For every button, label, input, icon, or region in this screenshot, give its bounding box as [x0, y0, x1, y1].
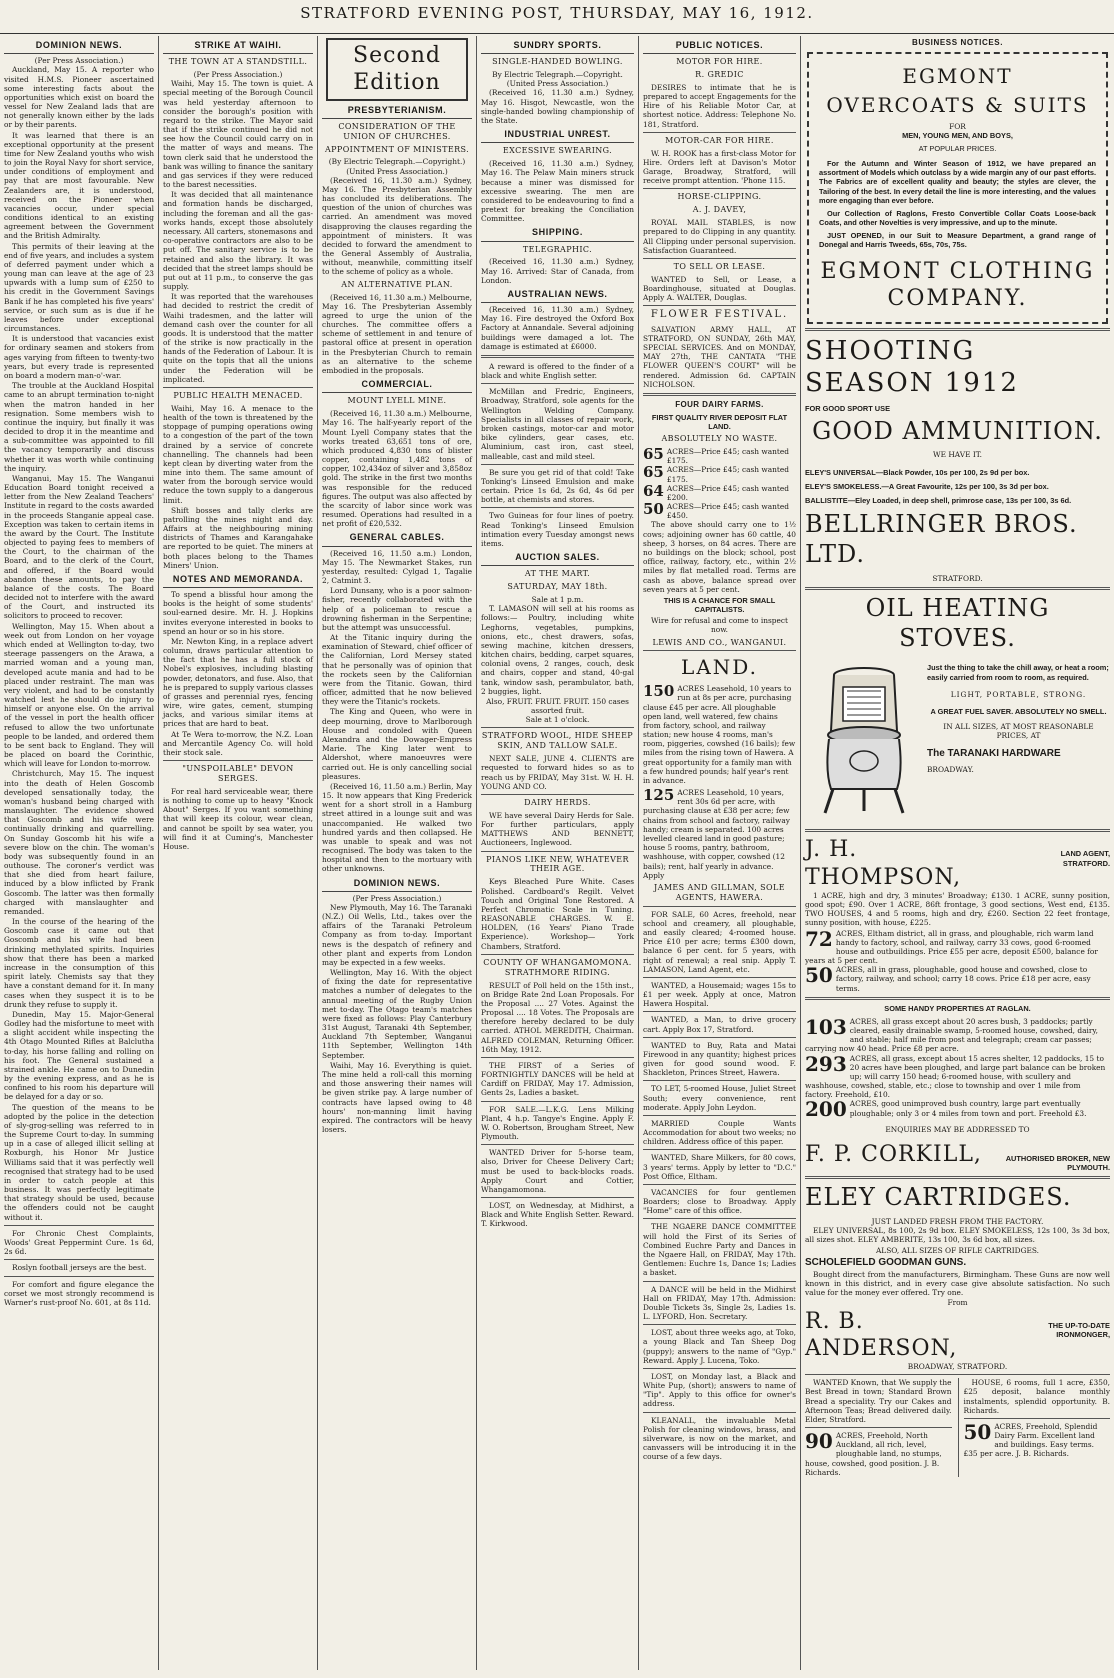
article-paragraph: It is understood that vacancies exist for ordinary seamen and stokers from ages varying from fifteen to twenty-two years, but every trade is represented on board a modern man-o'-war. [4, 334, 154, 380]
byline: (Per Press Association.) [34, 56, 124, 66]
small-advert: VACANCIES for four gentlemen Boarders; close to Broadway. Apply "Home" care of this office. [643, 1187, 796, 1216]
advertiser-name: R. GREDIC [695, 70, 744, 80]
advert-line: From [947, 1298, 968, 1308]
bottom-advert-left [805, 1378, 952, 1477]
article-paragraph: (Received 16, 11.30 a.m.) Melbourne, May 16. The Presbyterian Assembly agreed to urge the union of the churches. The committee offers a scheme of settlement in and tenure of pastoral office at present in operation in the Presbyterian Church to remain as an alternative to the scheme embodied in the proposals. [322, 292, 472, 375]
advert-heading: COUNTY OF WHANGAMOMONA. STRATHMORE RIDING. [483, 957, 632, 977]
subheading: EXCESSIVE SWEARING. [502, 146, 613, 156]
small-advert: THE FIRST of a Series of FORTNIGHTLY DANCES will be held at Cardiff on FRIDAY, May 17. Admission, Gents 2s, Ladies a basket. [481, 1060, 634, 1098]
section-heading: SUNDRY SPORTS. [481, 40, 634, 54]
advert-body: Just the thing to take the chill away, or heat a room; easily carried from room to room, as required. [927, 663, 1109, 682]
land-item: 150 ACRES Leasehold, 10 years to run at 8s per acre, purchasing clause £45 per acre. All ploughable open land, well watered, few chains from factory, school, and railway station; new house 4 rooms, man's room, piggeries, cowshed (16 bails); few miles from the rising town of Hawera. A great opportunity for a family man with a few hundred pounds; half year's rent in advance. [643, 682, 796, 785]
anderson-header [805, 1308, 1110, 1363]
small-advert: WANTED to Sell, or Lease, a Boardinghouse, situated at Douglas. Apply A. WALTER, Douglas. [643, 274, 796, 303]
second-edition-banner: Second Edition [326, 38, 468, 101]
advert-line: MEN, YOUNG MEN, AND BOYS, [902, 130, 1013, 140]
small-advert: RESULT of Poll held on the 15th inst., on Bridge Rate 2nd Loan Proposals. For the Proposal .... 27 Votes. Against the Proposal .... 18 Votes. The Proposals are therefore hereby declared to be duly carried. ATHOL MEREDITH, Chairman. ALFRED COLEMAN, Returning Officer. 16th May, 1912. [481, 980, 634, 1054]
advert-line: ALSO, ALL SIZES OF RIFLE CARTRIDGES. [875, 1246, 1040, 1256]
small-advert: WANTED to Buy, Rata and Matai Firewood in any quantity; highest prices given for good sound wood. F. Shackleton, Princes Street, Hawera. [643, 1040, 796, 1078]
subheading: THE TOWN AT A STANDSTILL. [168, 57, 308, 67]
article-paragraph: Mr. Newton King, in a replace advert column, draws particular attention to the fact that he has a full stock of Nobel's explosives, including blasting powder, detonators, and fuse. Also, that he is prepared to supply various classes of grasses and perennial ryes, fencing wire, wire gates, cement, stumping jacks, and various similar items at prices that are hard to beat. [163, 636, 313, 729]
article-paragraph: Auckland, May 15. A reporter who visited H.M.S. Pioneer ascertained some interesting facts about the opportunities which exist on board the vessel for New Zealand lads that are not generally known either by the lads or by their parents. [4, 65, 154, 130]
advert-line: IN ALL SIZES, AT MOST REASONABLE PRICES, AT [943, 722, 1094, 741]
small-advert: The above should carry one to 1½ cows; adjoining owner has 60 cattle, 40 sheep, 3 horses, on 84 acres. There are no buildings on the block; school, post office, railway, factory, etc., within 2½ miles by flat metalled road. Terms are cash as above, balance spread over seven years at 5 per cent. [643, 520, 796, 594]
advert-line: ENQUIRIES MAY BE ADDRESSED TO [885, 1125, 1030, 1135]
section-heading: SHIPPING. [481, 227, 634, 241]
small-advert: Two Guineas for four lines of poetry. Read Tonking's Linseed Emulsion intimation every Tuesday amongst news items. [481, 511, 634, 548]
advert-line: BROADWAY. [927, 764, 974, 774]
subheading: "UNSPOILABLE" DEVON SERGES. [182, 764, 294, 784]
article-paragraph: It was reported that the warehouses had decided to restrict the credit of Waihi tradesmen, and the latter will demand cash over the counter for all goods. It is understood that the matter of the strike is now practically in the hands of the Federation of Labour. It is quite on the topis that all the unions under the Federation will be implicated. [163, 292, 313, 384]
section-heading: AUSTRALIAN NEWS. [481, 289, 634, 303]
article-paragraph: This permits of their leaving at the end of five years, and includes a system of deferred payment under which a young man can leave at the age of 23 upwards with a lump sum of £250 to his credit in the Government Savings Bank if he has completed his five years' service, or such sum as is due if he leaves before under exceptional circumstances. [4, 241, 154, 334]
section-heading: DOMINION NEWS. [4, 40, 154, 54]
section-heading: NOTES AND MEMORANDA. [163, 574, 313, 588]
byline: By Electric Telegraph.—Copyright. (United Press Association.) [492, 70, 623, 89]
advert-line: The TARANAKI HARDWARE [927, 748, 1061, 760]
advert-body: Bought direct from the manufacturers, Birmingham. These Guns are now well known in this district, and in every case give absolute satisfaction. No such value for the money ever offered. Try one. [805, 1269, 1110, 1298]
advert-title: OVERCOATS & SUITS [826, 92, 1089, 117]
article-paragraph: (Received 16, 11.30 a.m.) Sydney, May 16. The Presbyterian Assembly has concluded its deliberations. The question of the union of churches was carried. An amendment was moved disapproving the clauses regarding the appointment of ministers. It was decided to forward the amendment to the General Assembly of Australia, without, meanwhile, committing itself to the scheme of policy as a whole. [322, 175, 472, 277]
subheading: PUBLIC HEALTH MENACED. [173, 390, 303, 400]
section-heading: STRIKE AT WAIHI. [163, 40, 313, 54]
subheading: SINGLE-HANDED BOWLING. [492, 57, 623, 67]
article-paragraph: Waihi, May 16. Everything is quiet. The mine held a roll-call this morning and those answering their names will be given strike pay. A large number of contracts have lapsed owing to 48 hours' non-manning limit having expired. The contractors will be heavy losers. [322, 1060, 472, 1135]
section-heading: PUBLIC NOTICES. [643, 40, 796, 54]
advert-line: BALLISTITE—Eley Loaded, in deep shell, primrose case, 13s per 100, 3s 6d. [805, 496, 1072, 505]
advert-line: LAND AGENT, STRATFORD. [1060, 849, 1110, 868]
article-paragraph: Waihi, May 16. A menace to the health of the town is threatened by the stoppage of pumping operations owing to a congestion of the part of the town drained by a service of concrete channelling. The channels had been kept clean by diverting water from the mine into them. The same amount of water from the borough service would reduce the town supply to a dangerous limit. [163, 403, 313, 505]
advert-line: ELEY'S UNIVERSAL—Black Powder, 10s per 100, 2s 9d per box. [805, 467, 1030, 477]
advert-title: F. P. CORKILL, [805, 1141, 982, 1167]
small-advert: Be sure you get rid of that cold! Take Tonking's Linseed Emulsion and make certain. Price 1s 6d, 2s 6d, 4s 6d per bottle, at chemists and stores. [481, 467, 634, 505]
land-item: 50 ACRES, all in grass, ploughable, good house and cowshed, close to factory, railway, and school; carry 18 cows. Price £18 per acre, easy terms. [805, 963, 1091, 993]
small-advert: MARRIED Couple Wants Accommodation for about two weeks; no children. Address office of this paper. [643, 1118, 796, 1147]
small-advert: W. H. ROOK has a first-class Motor for Hire. Orders left at Davison's Motor Garage, Broadway, Stratford, will receive prompt attention. 'Phone 115. [643, 148, 796, 186]
small-advert: Keys Bleached Pure White. Cases Polished. Cardboard's Regilt. Velvet Touch and Original Tone Restored. A Perfect Chromatic Scale in Tuning. REASONABLE CHARGES. W. E. HOLDEN, (16 Years' Piano Trade Experience). Workshop— York Chambers, Stratford. [481, 877, 634, 951]
land-item: 125 ACRES Leasehold, 10 years, rent 30s 6d per acre, with purchasing clause at £38 per acre; few chains from school and factory, railway handy; cream is separated. 100 acres levelled cleared land in good pasture; house 5 rooms, pantry, bathroom, washhouse, with copper, cowshed (12 bails); rent, half yearly in advance. Apply [643, 786, 790, 880]
article-paragraph: New Plymouth, May 16. The Taranaki (N.Z.) Oil Wells, Ltd., takes over the affairs of the Taranaki Petroleum Company as from to-day. Important news is the despatch of refinery and other plant and experts from London may be expected in a few weeks. [322, 902, 472, 967]
subheading: APPOINTMENT OF MINISTERS. [324, 144, 470, 154]
advert-line: FOR GOOD SPORT USE [805, 403, 890, 413]
subheading: AT THE MART. [524, 569, 591, 579]
advert-line: A GREAT FUEL SAVER. ABSOLUTELY NO SMELL. [930, 706, 1107, 716]
article-paragraph: Dunedin, May 15. Major-General Godley had the misfortune to meet with a slight accident while inspecting the 4th Otago Mounted Rifles at Balclutha to-day, his horse falling and rolling on his foot. The General sustained a strained ankle. He came on to Dunedin by the evening express, and as he is confined to his room his departure will be delayed for a day or so. [4, 1009, 154, 1102]
small-advert: LOST, about three weeks ago, at Toko, a young Black and Tan Sheep Dog (puppy); answers to the name of "Gyp." Reward. Apply J. Lucena, Toko. [643, 1328, 796, 1365]
article-paragraph: Wellington, May 16. With the object of fixing the date for representative matches a number of delegates to the annual meeting of the Rugby Union met to-day. The Otago team's matches were fixed as follows: Play Canterbury 31st August, Taranaki 4th September, Auckland 7th September, Wanganui 11th September, Wellington 14th September. [322, 968, 472, 1060]
article-paragraph: (Received 16, 11.30 a.m.) Sydney, May 16. Fire destroyed the Oxford Box Factory at Annandale. Several adjoining buildings were damaged a lot. The damage is estimated at £6000. [481, 305, 634, 351]
land-item: 50 ACRES, Freehold, Splendid Dairy Farm. Excellent land and buildings. Easy terms. £35 per acre. J. B. Richards. [963, 1419, 1098, 1459]
farm-refusal: Wire for refusal and come to inspect now. [651, 616, 788, 635]
article-paragraph: The King and Queen, who were in deep mourning, drove to Marlborough House and condoled with Queen Alexandra and the Dowager-Empress Marie. The King later went to Aldershot, where manoeuvres were carried out. He is only cancelling social pleasures. [322, 707, 472, 781]
advert-heading: PIANOS LIKE NEW, WHATEVER THEIR AGE. [486, 854, 629, 874]
corkill-header [805, 1141, 1110, 1172]
section-heading: COMMERCIAL. [322, 379, 472, 393]
advert-heading: MOTOR-CAR FOR HIRE. [665, 135, 774, 145]
article-paragraph: (Received 16, 11.30 a.m.) Sydney, May 16. Hisgot, Newcastle, won the single-handed bowling championship of the State. [481, 88, 634, 125]
article-paragraph: Wellington, May 15. When about a week out from London on her voyage which ended at Wellington to-day, two steerage passengers on the Arawa, a married woman and a young man, developed acute mania and had to be placed under restraint. The man was very violent, and had to be constantly watched lest he should do injury to himself or anyone else. On the arrival of the vessel in port the health officer refused to allow the two unfortunate people to be landed, and ordered them to be sent back to England. They will be placed on board the Corinthic, which will leave for London to-morrow. [4, 621, 154, 769]
land-item: 90 ACRES, Freehold, North Auckland, all rich, level, ploughable land, no stumps, house, cowshed, good position. J. B. Richards. [805, 1429, 942, 1477]
article-paragraph: The question of the means to be adopted by the police in the detection of sly-grog-selling was referred to in the Supreme Court to-day. In summing up in a case of alleged illicit selling at Roxburgh, his Honor Mr Justice Williams said that it was perfectly well recognised that strategy had to be used in order to catch people at this business. It was perfectly legitimate that strategy should be used, because the offenders could not be caught without it. [4, 1102, 154, 1222]
small-advert: WANTED Driver for 5-horse team, also, Driver for Cheese Delivery Cart; must be used to back-blocks roads. Apply Court and Cottier, Whangamomona. [481, 1148, 634, 1194]
advert-title: J. H. THOMPSON, [805, 837, 962, 890]
egmont-advert [807, 52, 1108, 324]
advert-heading: MOTOR FOR HIRE. [676, 57, 763, 67]
column-public-notices [639, 36, 800, 1672]
auction-notice: T. LAMASON will sell at his rooms as follows:— Poultry, including white Leghorns, vegetables, pumpkins, onions, etc., chest drawers, sofas, sewing machine, kitchen dressers, kitchen chairs, bedding, carpet squares, colonial ovens, 2 ranges, couch, desk and chairs, copper and stand, 40-gal tank, window sash, perambulator, bath, 2 buggies, light. [481, 604, 634, 696]
land-item: 103 ACRES, all grass except about 20 acres bush, 3 paddocks; partly cleared, easily drainable swamp, 5-roomed house, cowshed, dairy, and stable; half mile from post and telegraph; cream car passes; carrying now 40 head. Price £8 per acre. [805, 1014, 1098, 1054]
advert-line: FOR [949, 121, 966, 131]
advert-line: WE HAVE IT. [933, 450, 982, 460]
subheading: TELEGRAPHIC. [522, 244, 593, 254]
section-heading: INDUSTRIAL UNREST. [481, 129, 634, 143]
column-business-notices [801, 36, 1114, 1672]
advert-line: THE UP-TO-DATE IRONMONGER, [1048, 1320, 1110, 1339]
article-paragraph: For real hard serviceable wear, there is nothing to come up to heavy "Knock About" Serges. If you want something that will keep its colour, wear clean, and cannot be spoilt by sea water, you will find it at Cuming's, Manchester House. [163, 786, 313, 851]
article-paragraph: (Received 16, 11.30 a.m.) Melbourne, May 16. The half-yearly report of the Mount Lyell Company states that the works treated 63,651 tons of ore, which produced 4,830 tons of blister copper, containing 1,482 tons of copper, 102,434oz of silver and 3,858oz gold. The strike in the first two months was responsible for the reduced figures. The output was also affected by the scarcity of labor since work was resumed. Operations had resulted in a net profit of £20,532. [322, 409, 472, 529]
advert-line: SOME HANDY PROPERTIES AT RAGLAN. [884, 1003, 1031, 1013]
subheading: MOUNT LYELL MINE. [347, 396, 447, 406]
advert-line: AUTHORISED BROKER, NEW PLYMOUTH. [1005, 1153, 1110, 1172]
article-paragraph: At Te Wera to-morrow, the N.Z. Loan and Mercantile Agency Co. will hold their stock sale. [163, 729, 313, 757]
advert-title: R. B. ANDERSON, [805, 1308, 958, 1361]
subheading: AN ALTERNATIVE PLAN. [341, 279, 453, 289]
article-paragraph: Waihi, May 15. The town is quiet. A special meeting of the Borough Council was held yesterday afternoon to consider the borough's position with regard to the strike. The Mayor said that if the strike continued he did not see how the Council could carry on in the matter of ways and means. The town clerk said that he understood the bank was willing to finance the sanitary and gas services if they were reduced to the barest necessities. [163, 79, 313, 190]
advert-heading: DAIRY HERDS. [524, 797, 591, 807]
advert-heading: TO SELL OR LEASE. [673, 261, 766, 271]
advert-line: ELEY'S SMOKELESS.—A Great Favourite, 12s per 100, 3s 3d per box. [805, 481, 1049, 491]
article-paragraph: (Received 16, 11.30 a.m.) Sydney, May 16. The Pelaw Main miners struck because a miner was dismissed for excessive swearing. The men are considered to be endeavouring to find a pretext for breaking the Conciliation Committee. [481, 159, 634, 224]
advert-body: JUST OPENED, in our Suit to Measure Department, a grand range of Donegal and Harris Tweeds, 65s, 70s, 75s. [819, 231, 1096, 250]
article-paragraph: (Received 16, 11.30 a.m.) Sydney, May 16. Arrived: Star of Canada, from London. [481, 257, 634, 285]
farm-item: 64 ACRES—Price £45; cash wanted £200. [643, 481, 789, 502]
advert-title: BELLRINGER BROS. LTD. [805, 510, 1078, 568]
land-item: 293 ACRES, all grass, except about 15 acres shelter, 12 paddocks, 15 to 20 acres have been ploughed, and large part balance can be broken up; will carry 150 head; 6-roomed house, with scullery and washhouse, cowshed, stable, etc.; close to township and over 1 mile from factory. Freehold, £10. [805, 1051, 1106, 1100]
advert-heading: FOUR DAIRY FARMS. [675, 399, 764, 409]
small-advert: LOST, on Monday last, a Black and White Pup, (short); answers to name of "Tip". Apply to this office for owner's address. [643, 1371, 796, 1409]
subheading: CONSIDERATION OF THE UNION OF CHURCHES. [338, 121, 456, 141]
advertiser-name: LEWIS AND CO., WANGANUI. [652, 637, 787, 647]
advert-line: LIGHT, PORTABLE, STRONG. [950, 689, 1087, 699]
small-advert: McMillan and Fredric, Engineers, Broadway, Stratford, sole agents for the Wellington Welding Company. Specialists in all classes of repair work, broken castings, motor-car and motor bike cylinders, gear cases, etc. Aluminium, cast iron, cast steel, malleable, cast and mild steel. [481, 387, 634, 461]
section-heading: AUCTION SALES. [481, 552, 634, 566]
advert-title: OIL HEATING STOVES. [865, 593, 1050, 652]
masthead: STRATFORD EVENING POST, THURSDAY, MAY 16, 1912. [0, 0, 1114, 34]
section-heading: BUSINESS NOTICES. [911, 38, 1004, 47]
small-advert: WANTED, a Housemaid; wages 15s to £1 per week. Apply at once, Matron Hawera Hospital. [643, 980, 796, 1009]
thompson-header [805, 836, 1110, 891]
byline: (By Electric Telegraph.—Copyright.) (United Press Association.) [328, 157, 466, 176]
advert-line: STRATFORD. [932, 573, 983, 583]
advert-body: For the Autumn and Winter Season of 1912, we have prepared an assortment of Models which outclass by a wide margin any of our past efforts. The Fabrics are of excellent quality and beauty; the styles are clever, the Tailoring of the best. In every detail the line is more interesting, and the values more engaging than ever before. [819, 159, 1096, 205]
small-advert: DESIRES to intimate that he is prepared to accept Engagements for the Hire of his Reliable Motor Car, at shortest notice. Address: Telephone No. 181, Stratford. [643, 82, 796, 129]
advert-body: 1 ACRE, high and dry, 3 minutes' Broadway; £130. 1 ACRE, sunny position, good spot; £90. Over 1 ACRE, 86ft frontage, 3 good sections, West end, £135. TWO HOUSES, 4 and 5 rooms, high and dry, £260. Section 22 feet frontage, sunny position, with house, £225. [805, 890, 1110, 928]
article-paragraph: In the course of the hearing of the Goscomb case it came out that Goscomb and his wife had been drinking methylated spirits. Inquiries show that there has been a marked increase in the consumption of this spirit lately. Chemists say that they have a constant demand for it. In many cases when they suspect it is to be drunk they refuse to supply it. [4, 917, 154, 1009]
small-advert: THE NGAERE DANCE COMMITTEE will hold the First of its Series of Combined Euchre Party and Dances in the Ngaere Hall, on FRIDAY, May 17th. Gentlemen: Euchre 1s, Dance 1s; Ladies a basket. [643, 1222, 796, 1278]
sale-time: Sale at 1 o'clock. [525, 715, 590, 725]
advert-line: AT POPULAR PRICES. [918, 143, 997, 153]
column-second-edition [318, 36, 476, 1672]
advert-body: ELEY UNIVERSAL, 8s 100, 2s 9d box. ELEY SMOKELESS, 12s 100, 3s 3d box, all sizes shot. ELEY AMBERITE, 13s 100, 3s 6d box, all sizes. [805, 1225, 1110, 1245]
column-sundry-sports [477, 36, 638, 1672]
article-paragraph: Wanganui, May 15. The Wanganui Education Board tonight received a letter from the New Zealand Teachers' Institute in regard to the costs awarded in the proceeds Stanganie appeal case. Exception was taken to certain items in the award by the Court. The Institute objected to paying fees to members of the Court, to the chairman of the Board, and to the clerk of the Court, and offered, if the Board would abandon these amounts, to pay the balance of the costs. The Board decided not to interfere with the award of the Court, and instructed its solicitors to proceed to recover. [4, 473, 154, 621]
small-advert: WANTED Known, that We supply the Best Bread in town; Standard Brown Bread a speciality. Try our Cakes and Afternoon Teas; Bread delivered daily. Elder, Stratford. [805, 1378, 952, 1424]
advert-heading: FLOWER FESTIVAL. [650, 309, 789, 321]
small-advert: TO LET, 5-roomed House, Juliet Street South; every convenience, rent moderate. Apply John Leydon. [643, 1084, 796, 1112]
small-advert: NEXT SALE, JUNE 4. CLIENTS are requested to forward hides so as to reach us by FRIDAY, May 31st. W. H. H. YOUNG AND CO. [481, 754, 634, 791]
farm-item: 50 ACRES—Price £45; cash wanted £450. [643, 500, 789, 521]
land-heading: LAND. [681, 655, 758, 680]
advert-body: Our Collection of Raglons, Fresto Convertible Collar Coats Loose-back Coats, and other Novelties is very impressive, and up to the minute. [819, 208, 1096, 228]
byline: (Per Press Association.) [193, 70, 283, 80]
small-advert: LOST, on Wednesday, at Midhirst, a Black and White English Setter. Reward. T. Kirkwood. [481, 1201, 634, 1229]
article-paragraph: Lord Dunsany, who is a poor salmon-fisher, recently collaborated with the help of a policeman to rescue a drowning fisherman in the Serpentine; but the attempt was unsuccessful. [322, 586, 472, 632]
bottom-adverts [805, 1378, 1110, 1477]
article-paragraph: To spend a blissful hour among the books is the height of some students' soul-earned desire. Mr. H. J. Hopkins invites everyone interested in books to spend an hour or so in his store. [163, 590, 313, 636]
subheading: SATURDAY, MAY 18th. [507, 582, 608, 592]
column-strike-at-waihi [159, 36, 317, 1672]
small-advert: Roslyn football jerseys are the best. [12, 1263, 147, 1273]
farm-chance: THIS IS A CHANCE FOR SMALL CAPITALISTS. [663, 595, 776, 615]
farm-waste-note: ABSOLUTELY NO WASTE. [661, 434, 778, 444]
column-dominion-news [0, 36, 158, 1672]
small-advert: KLEANALL, the invaluable Metal Polish for cleaning windows, brass, and silverware, is now on the market, and canvassers will be introducing it in the course of a few days. [643, 1415, 796, 1462]
oil-stove-illustration [809, 661, 919, 821]
farm-item: 65 ACRES—Price £45; cash wanted £175. [643, 463, 789, 484]
advert-heading: HORSE-CLIPPING. [677, 192, 762, 202]
advertiser-name: A. J. DAVEY, [692, 205, 747, 215]
advert-line: SCHOLEFIELD GOODMAN GUNS. [805, 1257, 967, 1269]
advert-title: GOOD AMMUNITION. [812, 416, 1103, 445]
shooting-season-heading: SHOOTING SEASON 1912 [805, 336, 1019, 399]
article-paragraph: It was decided that all maintenance and formation hands be discharged, including the foreman and all the gas-works hands, except those absolutely necessary. All carters, stonemasons and co-operative contractors are also to be put off. The sanitary service is to be retained and also the library. It was decided that the street lamps should be put out at 11 p.m., to conserve the gas supply. [163, 190, 313, 292]
farm-subheading: FIRST QUALITY RIVER DEPOSIT FLAT LAND. [651, 412, 788, 432]
small-advert: FOR SALE, 60 Acres, freehold, near school and creamery, all ploughable, and easily cleared; 4-roomed house. Price £10 per acre; terms £300 down, balance 6 per cent. for 5 years, with right of renewal; a real snip. Apply T. LAMASON, Land Agent, etc. [643, 909, 796, 974]
article-paragraph: The trouble at the Auckland Hospital came to an abrupt termination to-night when the matron handed in her resignation. Some members wish to continue the inquiry, but finally it was decided to drop it in the meantime and a sub-committee was appointed to fill the vacancy temporarily and discuss whether it was worth while continuing the inquiry. [4, 381, 154, 473]
sale-time: Sale at 1 p.m. [531, 595, 584, 605]
small-advert: WANTED, a Man, to drive grocery cart. Apply Box 17, Stratford. [643, 1015, 796, 1034]
article-paragraph: It was learned that there is an exceptional opportunity at the present time for New Zealand youths who wish to join the Royal Navy for short service, under conditions of employment and pay that are most favourable. New Zealanders are, it is understood, received on the Pioneer when vacancies occur, under special conditions identical to an existing agreement between the Government and the British Admiralty. [4, 130, 154, 241]
article-paragraph: Shift bosses and tally clerks are patrolling the mines night and day. Affairs at the neighbouring mining districts of Thames and Karangahake are reported to be quiet. The miners at both places belong to the Thames Miners' Union. [163, 505, 313, 570]
small-advert: FOR SALE.—L.K.G. Lens Milking Plant, 4 h.p. Tangye's Engine. Apply F. W. O. Robertson, Brougham Street, New Plymouth. [481, 1104, 634, 1142]
land-item: 200 ACRES, good unimproved bush country, large part eventually ploughable; only 3 or 4 miles from town and port. Freehold £3. [805, 1097, 1087, 1122]
article-paragraph: At the Titanic inquiry during the examination of Steward, chief officer of the Californian, Lord Mersey stated that he personally was of opinion that the rockets seen by the Californian were from the Titanic. Gowan, third officer, admitted that he now believed they were the Titanic's rockets. [322, 633, 472, 707]
article-paragraph: Christchurch, May 15. The inquest into the death of Helen Goscomb developed sensationally today, the woman's husband being charged with manslaughter. The evidence showed that Goscomb and his wife were continually drinking and quarrelling. On Sunday Goscomb hit his wife a severe blow on the chin. The woman's body was subsequently found in an outhouse. The coroner's verdict was that she died from heart failure, induced by a blow inflicted by Frank Goscomb. The latter was then formally charged with manslaughter and remanded. [4, 769, 154, 916]
section-heading: PRESBYTERIANISM. [322, 105, 472, 119]
fruit-notice: Also, FRUIT. FRUIT. FRUIT. 150 cases assorted fruit. [486, 696, 629, 716]
small-advert: ROYAL MAIL STABLES, is now prepared to do Clipping in any quantity. All Clipping under personal supervision. Satisfaction Guaranteed. [643, 218, 796, 255]
section-heading: DOMINION NEWS. [322, 878, 472, 892]
farm-item: 65 ACRES—Price £45; cash wanted £175. [643, 445, 789, 466]
small-advert: HOUSE, 6 rooms, full 1 acre, £350, £25 deposit, balance monthly instalments, splendid opportunity. B. Richards. [963, 1378, 1110, 1415]
advert-heading: STRATFORD WOOL, HIDE SHEEP SKIN, AND TALLOW SALE. [481, 731, 634, 751]
section-heading: GENERAL CABLES. [322, 532, 472, 546]
land-item: 72 ACRES, Eltham district, all in grass, and ploughable, rich warm land handy to factory, school, and railway, carry 33 cows, good 6-roomed house and outbuildings. Price £55 per acre, deposit £500, balance for years at 5 per cent. [805, 926, 1098, 966]
advert-title: ELEY CARTRIDGES. [805, 1183, 1072, 1211]
small-advert: For Chronic Chest Complaints, Woods' Great Peppermint Cure. 1s 6d, 2s 6d. [4, 1228, 154, 1257]
article-paragraph: (Received 16, 11.50 a.m.) Berlin, May 15. It now appears that King Frederick went for a short stroll in a Hamburg street attired in a lounge suit and was unaccompanied. He walked two hundred yards and then collapsed. He was unable to speak and was not recognised. The body was taken to the hospital and then to the mortuary with other unknowns. [322, 781, 472, 874]
advertiser-name: JAMES AND GILLMAN, SOLE AGENTS, HAWERA. [654, 882, 785, 902]
farm-list [643, 447, 796, 520]
advert-line: JUST LANDED FRESH FROM THE FACTORY. [871, 1216, 1044, 1226]
article-paragraph: (Received 16, 11.50 a.m.) London, May 15. The Newmarket Stakes, run yesterday, resulted: Cylgad 1, Tagalie 2, Catmint 3. [322, 548, 472, 586]
small-advert: SALVATION ARMY HALL, AT STRATFORD, ON SUNDAY, 26th MAY, SPECIAL SERVICES. And on MONDAY, MAY 27th, THE CANTATA "THE FLOWER QUEEN'S COURT" will be rendered. Admission 6d. CAPTAIN NICHOLSON. [643, 324, 796, 389]
bottom-advert-right [958, 1378, 1111, 1477]
small-advert: A reward is offered to the finder of a black and white English setter. [481, 361, 634, 381]
small-advert: WANTED, Share Milkers, for 80 cows, 3 years' terms. Apply by letter to "D.C." Post Office, Eltham. [643, 1153, 796, 1181]
advert-line: BROADWAY, STRATFORD. [907, 1362, 1008, 1372]
advert-title: EGMONT CLOTHING COMPANY. [820, 258, 1095, 311]
byline: (Per Press Association.) [352, 893, 442, 903]
small-advert: WE have several Dairy Herds for Sale. For further particulars, apply MATTHEWS AND BENNETT, Auctioneers, Inglewood. [481, 810, 634, 848]
small-advert: For comfort and figure elegance the corset we most strongly recommend is Warner's rust-proof No. 601, at 8s 11d. [4, 1279, 154, 1307]
small-advert: A DANCE will be held in the Midhirst Hall on FRIDAY, May 17th. Admission: Double Tickets 3s, Single 2s, Ladies 1s. L. LYFORD, Hon. Secretary. [643, 1284, 796, 1322]
advert-title: EGMONT [902, 63, 1013, 88]
